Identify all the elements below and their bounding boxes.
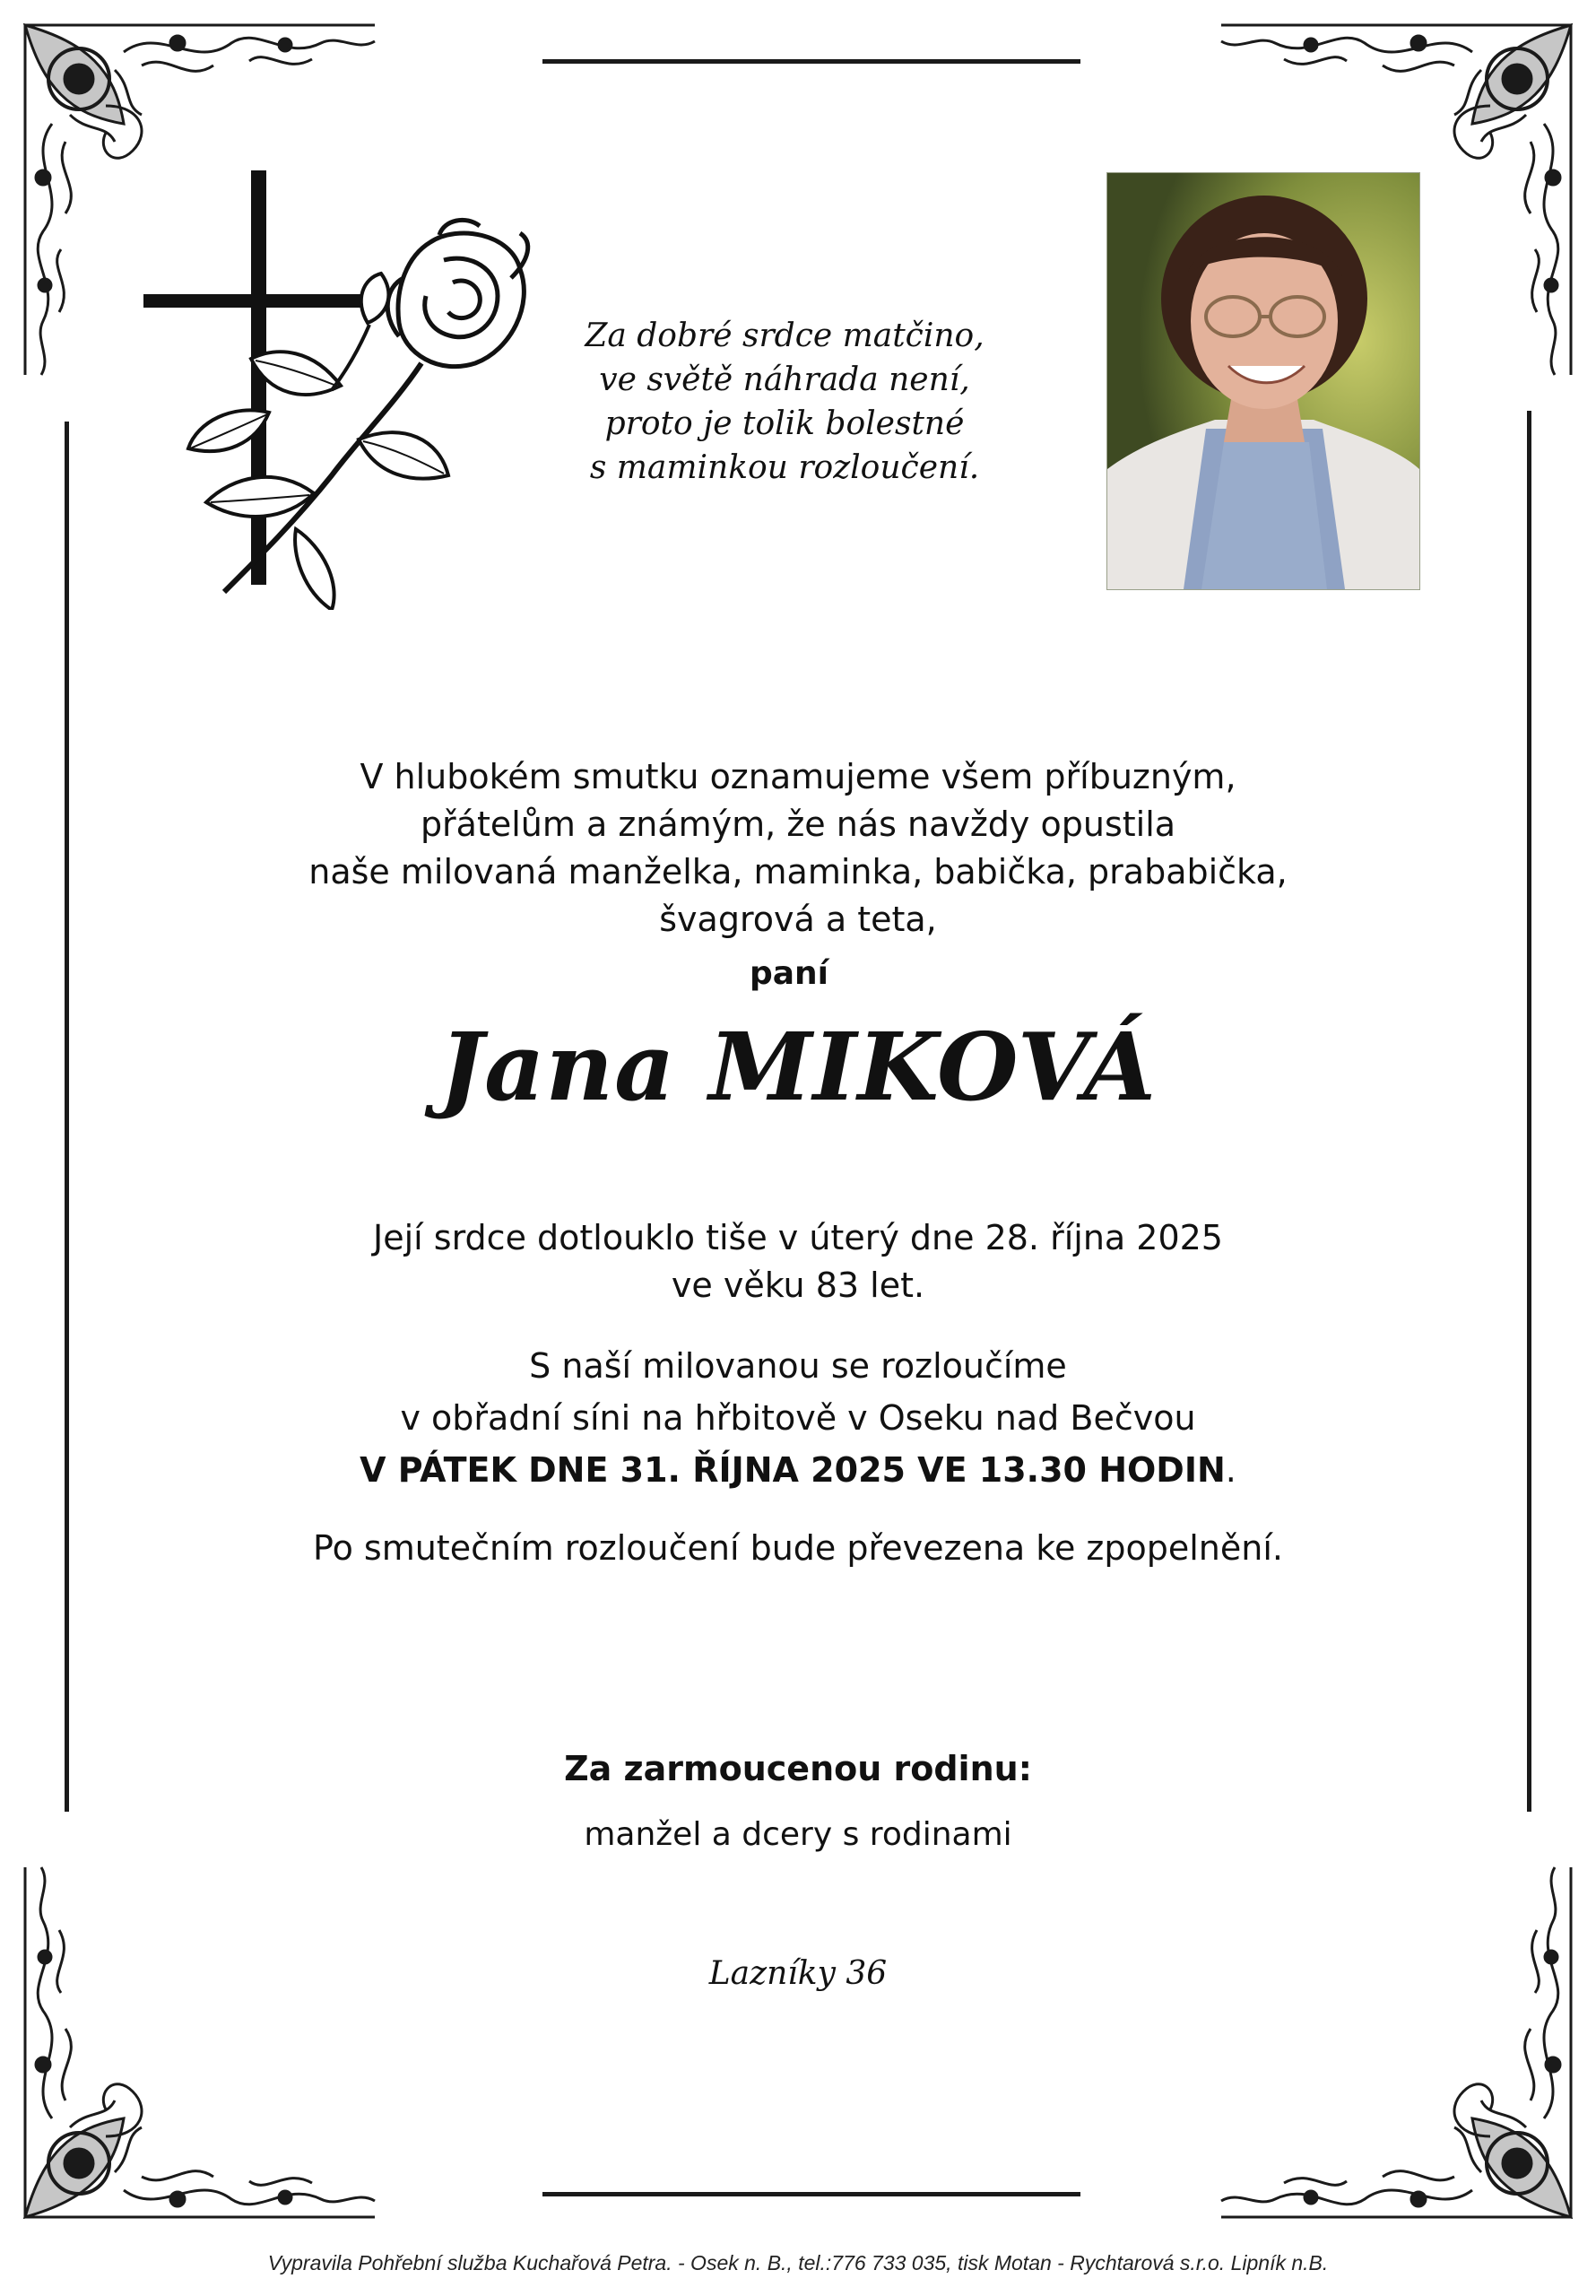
funeral-service-footer: Vypravila Pohřební služba Kuchařová Petra. - Osek n. B., tel.:776 733 035, tisk Motan - Rychtarová s.r.o. Lipník n.B. — [267, 2251, 1329, 2274]
ceremony-datetime-row — [206, 1444, 1390, 1496]
death-notice — [206, 1214, 1390, 1309]
honorific: paní — [749, 955, 829, 992]
verse-line: Za dobré srdce matčino, — [585, 317, 984, 354]
verse-line: proto je tolik bolestné — [604, 405, 965, 442]
bottom-rule — [542, 2192, 1080, 2196]
announcement-line: švagrová a teta, — [659, 900, 937, 939]
death-notice-line: Její srdce dotlouklo tiše v úterý dne 28. října 2025 — [373, 1218, 1223, 1257]
cross-rose-icon — [134, 170, 583, 610]
family-address: Lazníky 36 — [708, 1955, 888, 1992]
ceremony-line: S naší milovanou se rozloučíme — [529, 1346, 1067, 1386]
top-rule — [542, 59, 1080, 64]
verse-line: s maminkou rozloučení. — [589, 449, 980, 486]
family-members: manžel a dcery s rodinami — [584, 1816, 1012, 1853]
announcement-text — [206, 753, 1390, 944]
ceremony-datetime-period: . — [1225, 1450, 1236, 1490]
cremation-note: Po smutečním rozloučení bude převezena ke zpopelnění. — [313, 1528, 1283, 1568]
family-heading: Za zarmoucenou rodinu: — [564, 1749, 1032, 1788]
deceased-name: Jana MIKOVÁ — [438, 1012, 1158, 1122]
death-notice-line: ve věku 83 let. — [671, 1265, 925, 1305]
ceremony-place: v obřadní síni na hřbitově v Oseku nad Bečvou — [400, 1398, 1196, 1438]
announcement-line: naše milovaná manželka, maminka, babička, prababička, — [308, 852, 1288, 891]
portrait-photo — [1106, 172, 1420, 590]
ceremony-datetime: V PÁTEK DNE 31. ŘÍJNA 2025 VE 13.30 HODIN — [360, 1450, 1226, 1490]
memorial-verse — [574, 314, 995, 490]
verse-line: ve světě náhrada není, — [599, 361, 970, 398]
ornamental-corner-icon — [1203, 1849, 1580, 2226]
announcement-line: V hlubokém smutku oznamujeme všem příbuzným, — [360, 757, 1236, 796]
ceremony-info — [206, 1340, 1390, 1496]
ornamental-corner-icon — [16, 1849, 393, 2226]
announcement-line: přátelům a známým, že nás navždy opustila — [420, 804, 1176, 844]
